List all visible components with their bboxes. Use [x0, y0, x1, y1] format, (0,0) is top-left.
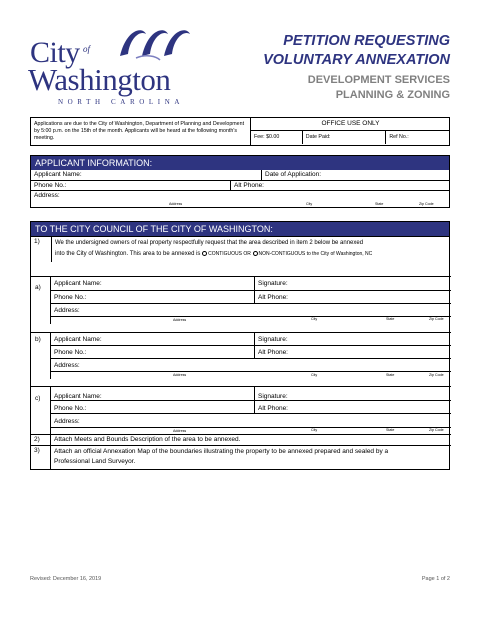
- applicant-b-block: [31, 332, 451, 379]
- applicant-information-section: [30, 155, 450, 208]
- non-contiguous-label: NON-CONTIGUOUS to the City of Washington, NC: [258, 251, 373, 257]
- applicant-b-signature-field[interactable]: Signature:: [255, 333, 451, 346]
- item-3-number: 3): [31, 446, 51, 469]
- submission-deadline-text: Applications are due to the City of Washington, Department of Planning and Development by 5:00 p.m. on the 15th of the month. Applicants will be heard at the following month's meeting.: [34, 121, 245, 141]
- applicant-c-signature-field[interactable]: Signature:: [255, 387, 451, 401]
- item-2-row: [31, 434, 451, 445]
- revised-date: Revised: December 16, 2019: [30, 576, 102, 582]
- applicant-c-sub-address: Address: [173, 429, 187, 433]
- sub-label-zip: Zip Code: [419, 202, 434, 206]
- applicant-a-phone-field[interactable]: Phone No.:: [51, 291, 255, 304]
- applicant-a-alt-phone-field[interactable]: Alt Phone:: [255, 291, 451, 304]
- item-1-text-line-1: We the undersigned owners of real property respectfully request that the area described in item 2 below be annexed: [55, 240, 364, 246]
- title-line-2: VOLUNTARY ANNEXATION: [263, 52, 450, 68]
- submission-info-box: [30, 117, 450, 146]
- council-header: TO THE CITY COUNCIL OF THE CITY OF WASHINGTON:: [31, 222, 449, 236]
- applicant-b-address-field[interactable]: Address:: [51, 359, 451, 372]
- sub-label-address: Address: [169, 202, 183, 206]
- applicant-a-sub-zip: Zip Code: [429, 317, 444, 321]
- item-1-text-line-2: into the City of Washington. This area to be annexed is: [55, 251, 201, 257]
- item-1-number: 1): [34, 238, 40, 245]
- applicant-c-sub-city: City: [311, 428, 318, 432]
- contiguous-radio[interactable]: [202, 251, 207, 256]
- fee-field[interactable]: Fee: $0.00: [251, 131, 303, 144]
- applicant-b-phone-field[interactable]: Phone No.:: [51, 346, 255, 359]
- sub-label-city: City: [306, 202, 313, 206]
- city-logo: [28, 24, 198, 106]
- office-use-box: [250, 118, 450, 145]
- applicant-b-sub-state: State: [386, 373, 395, 377]
- logo-washington-text: Washington: [28, 62, 171, 97]
- contiguous-label: CONTIGUOUS OR: [208, 251, 251, 257]
- item-3-row: [31, 445, 451, 469]
- form-title: [263, 32, 450, 103]
- applicant-a-sub-state: State: [386, 317, 395, 321]
- logo-state-text: NORTH CAROLINA: [58, 98, 185, 106]
- item-2-number: 2): [31, 435, 51, 445]
- office-use-header: OFFICE USE ONLY: [251, 118, 450, 131]
- council-petition-section: [30, 221, 450, 470]
- applicant-c-name-field[interactable]: Applicant Name:: [51, 387, 255, 401]
- item-3-text-line-2: Professional Land Surveyor.: [54, 458, 136, 465]
- applicant-b-name-field[interactable]: Applicant Name:: [51, 333, 255, 346]
- item-2-text: Attach Meets and Bounds Description of the area to be annexed.: [54, 436, 241, 443]
- applicant-name-field[interactable]: Applicant Name:: [34, 171, 82, 178]
- item-1-row: [31, 236, 449, 262]
- applicant-a-address-field[interactable]: Address:: [51, 304, 451, 317]
- title-line-1: PETITION REQUESTING: [283, 33, 450, 49]
- department-line-2: PLANNING & ZONING: [335, 89, 450, 101]
- applicant-information-header: APPLICANT INFORMATION:: [31, 156, 449, 170]
- applicant-c-sub-state: State: [386, 428, 395, 432]
- applicant-c-alt-phone-field[interactable]: Alt Phone:: [255, 401, 451, 414]
- applicant-a-sub-city: City: [311, 317, 318, 321]
- address-field[interactable]: Address:: [34, 192, 60, 199]
- logo-city-text: City: [30, 36, 80, 69]
- applicant-b-sub-zip: Zip Code: [429, 373, 444, 377]
- department-line-1: DEVELOPMENT SERVICES: [307, 74, 450, 86]
- applicant-a-sub-address: Address: [173, 318, 187, 322]
- date-of-application-field[interactable]: Date of Application:: [261, 170, 451, 180]
- date-paid-field[interactable]: Date Paid:: [303, 131, 387, 144]
- applicant-c-phone-field[interactable]: Phone No.:: [51, 401, 255, 414]
- applicant-b-letter: b): [35, 336, 41, 343]
- applicant-a-block: [31, 276, 451, 324]
- page-number: Page 1 of 2: [421, 576, 450, 582]
- non-contiguous-radio[interactable]: [253, 251, 258, 256]
- applicant-c-sub-zip: Zip Code: [429, 428, 444, 432]
- waves-logo-icon: [116, 24, 200, 64]
- applicant-a-signature-field[interactable]: Signature:: [255, 277, 451, 291]
- applicant-c-letter: c): [35, 395, 41, 402]
- applicant-c-block: [31, 386, 451, 434]
- alt-phone-field[interactable]: Alt Phone:: [230, 181, 451, 190]
- applicant-b-sub-city: City: [311, 373, 318, 377]
- applicant-a-name-field[interactable]: Applicant Name:: [51, 277, 255, 291]
- logo-of-text: of: [83, 44, 91, 54]
- sub-label-state: State: [375, 202, 384, 206]
- phone-field[interactable]: Phone No.:: [34, 182, 67, 189]
- item-3-text-line-1: Attach an official Annexation Map of the boundaries illustrating the property to be annexed prepared and sealed by a: [54, 448, 389, 455]
- applicant-b-alt-phone-field[interactable]: Alt Phone:: [255, 346, 451, 359]
- ref-no-field[interactable]: Ref No.:: [389, 134, 409, 140]
- applicant-c-address-field[interactable]: Address:: [51, 414, 451, 428]
- applicant-a-letter: a): [35, 284, 41, 291]
- applicant-b-sub-address: Address: [173, 373, 187, 377]
